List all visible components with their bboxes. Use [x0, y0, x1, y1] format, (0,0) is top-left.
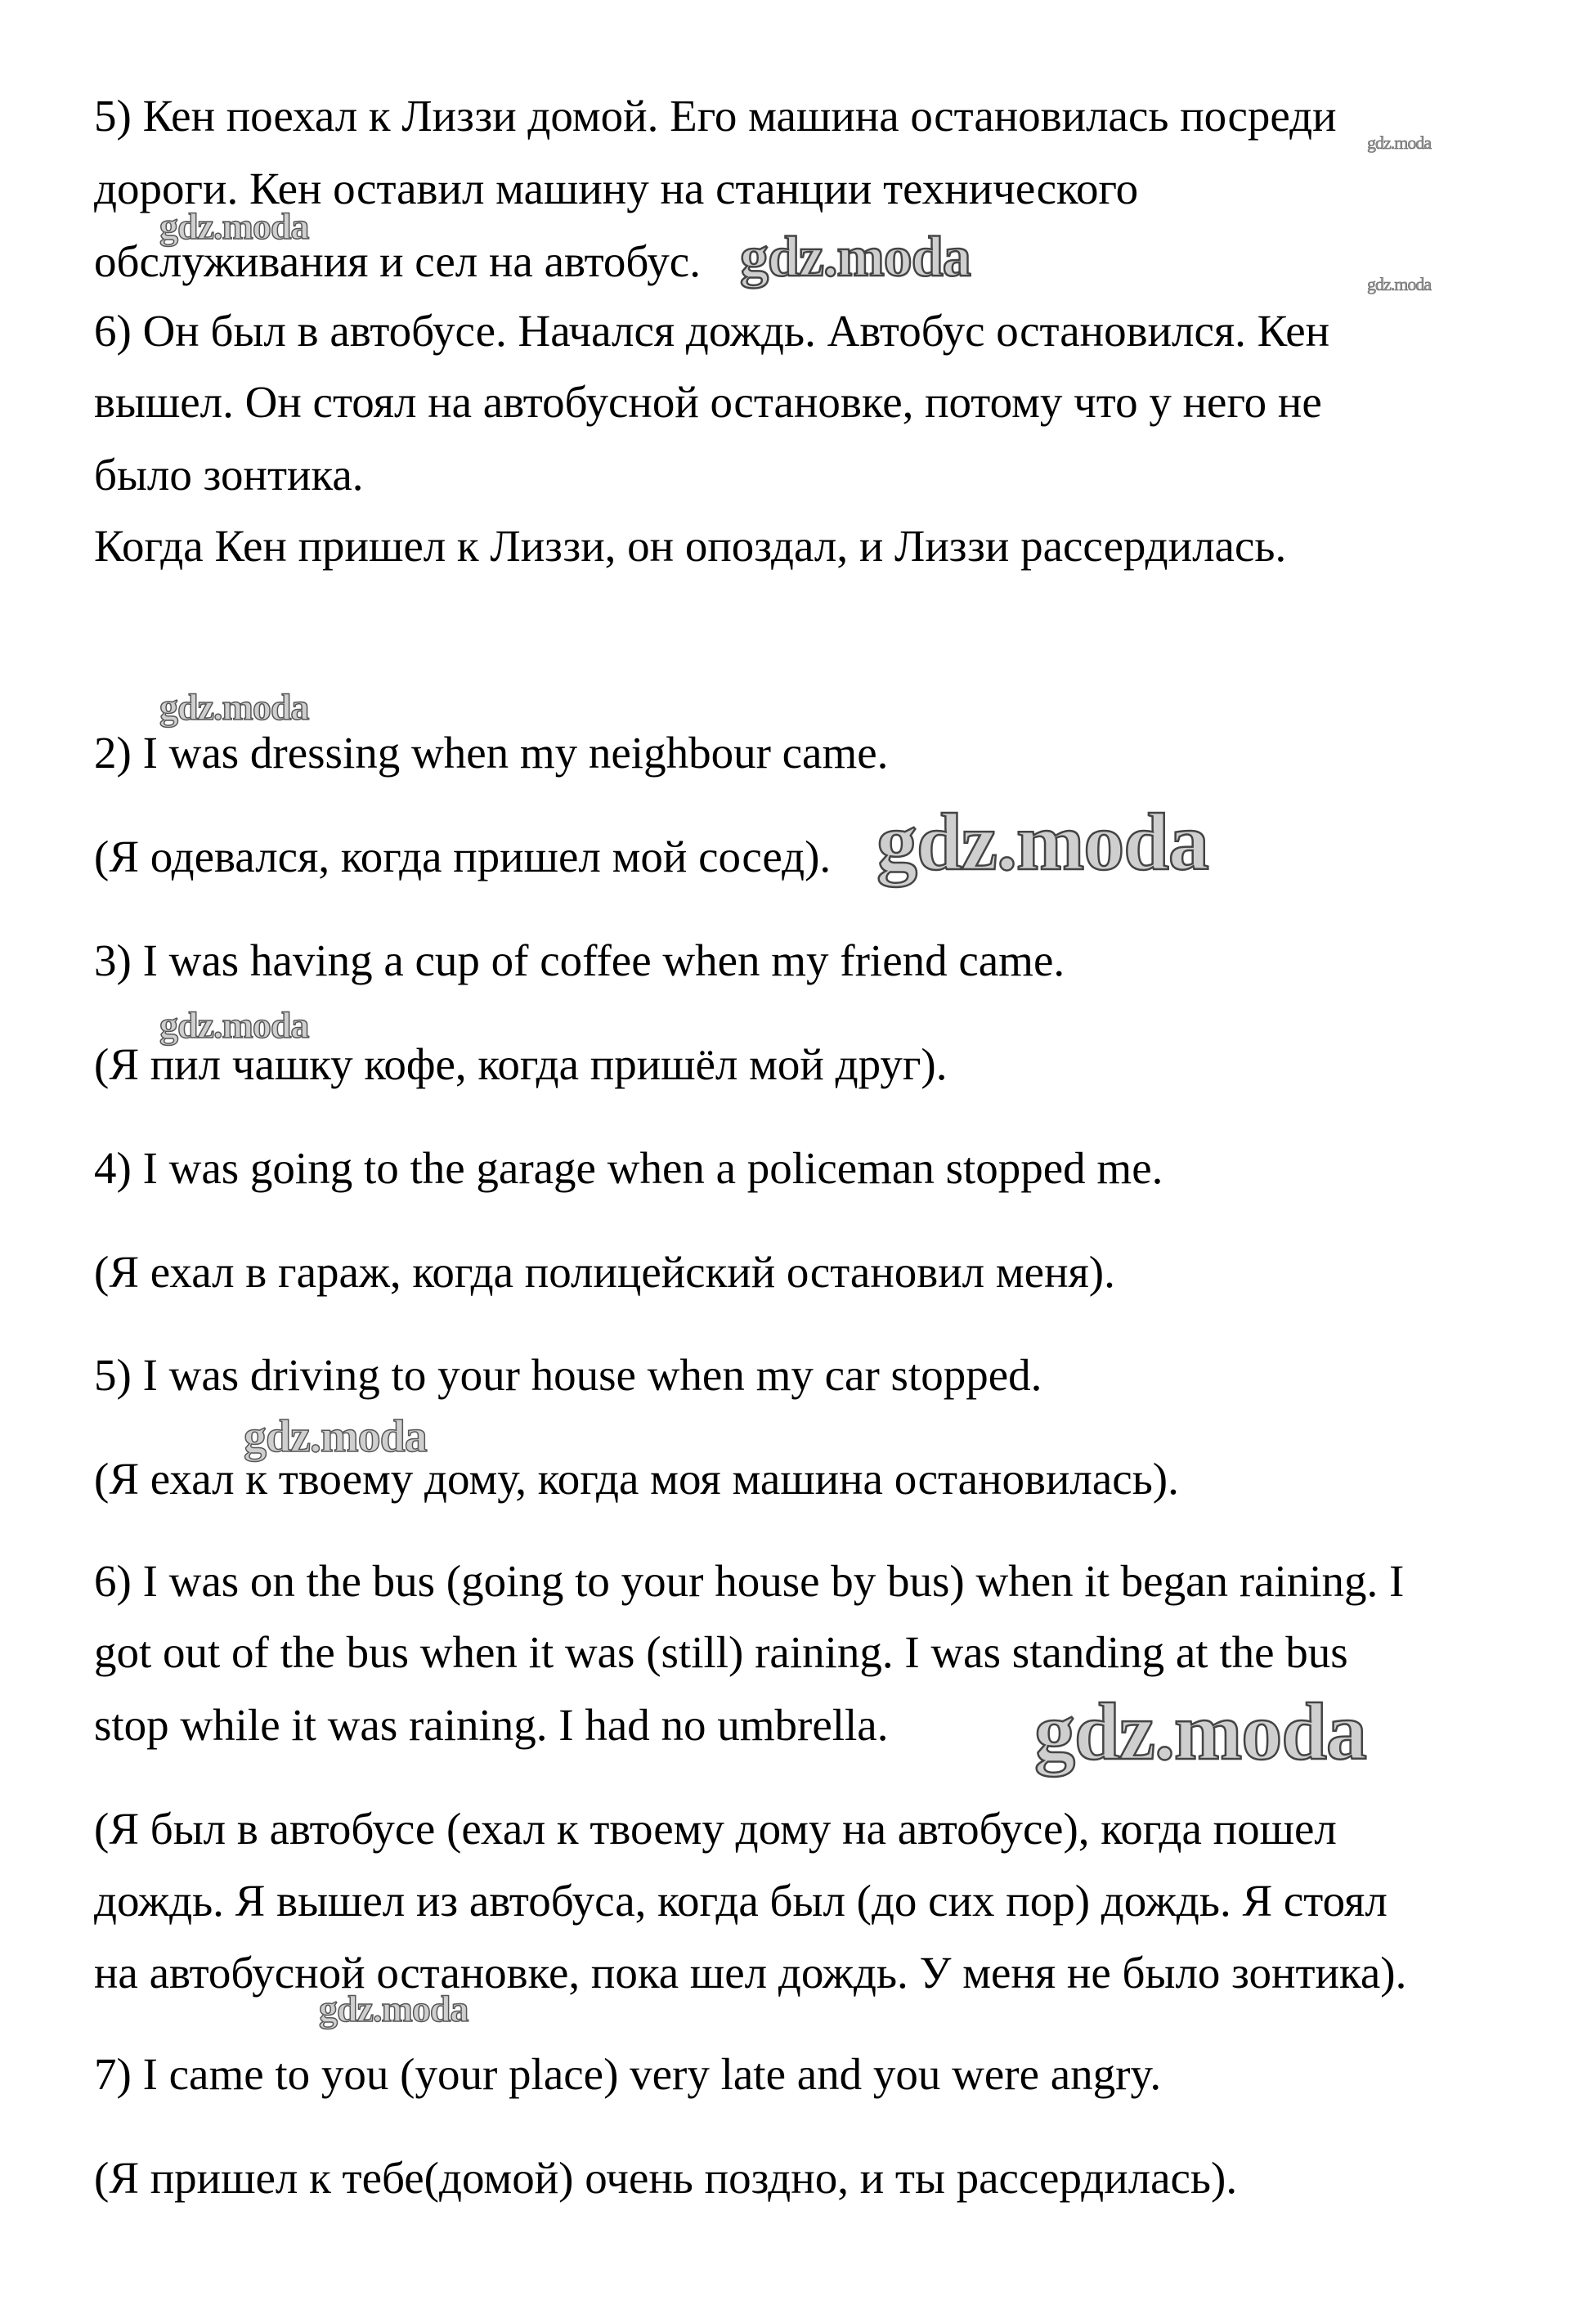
answer-line: 7) I came to you (your place) very late and you were angry.	[94, 2049, 1162, 2099]
watermark: gdz.moda	[319, 1988, 468, 2029]
watermark: gdz.moda	[740, 226, 971, 289]
watermark: gdz.moda	[244, 1411, 427, 1462]
text-line: 5) Кен поехал к Лиззи домой. Его машина остановилась посреди	[94, 91, 1337, 141]
answer-line: 6) I was on the bus (going to your house by bus) when it began raining. I	[94, 1556, 1405, 1606]
watermark: gdz.moda	[1367, 274, 1432, 294]
answer-line: stop while it was raining. I had no umbrella.	[94, 1700, 889, 1750]
answer-line: (Я одевался, когда пришел мой сосед).	[94, 832, 832, 881]
watermark: gdz.moda	[1034, 1686, 1366, 1777]
answer-line: на автобусной остановке, пока шел дождь. У меня не было зонтика).	[94, 1948, 1407, 1998]
answer-line: 3) I was having a cup of coffee when my friend came.	[94, 935, 1065, 985]
text-line: вышел. Он стоял на автобусной остановке, потому что у него не	[94, 377, 1322, 427]
answer-line: 2) I was dressing when my neighbour came.	[94, 728, 889, 778]
answer-line: (Я ехал к твоему дому, когда моя машина остановилась).	[94, 1454, 1179, 1504]
watermark: gdz.moda	[876, 796, 1208, 887]
text-line: Когда Кен пришел к Лиззи, он опоздал, и Лиззи рассердилась.	[94, 521, 1287, 571]
watermark: gdz.moda	[159, 205, 309, 247]
answer-line: 4) I was going to the garage when a policeman stopped me.	[94, 1143, 1163, 1193]
answer-line: (Я пил чашку кофе, когда пришёл мой друг).	[94, 1039, 948, 1089]
watermark: gdz.moda	[1367, 132, 1432, 153]
watermark: gdz.moda	[159, 686, 309, 728]
text-line: дороги. Кен оставил машину на станции технического	[94, 164, 1139, 213]
answer-line: got out of the bus when it was (still) raining. I was standing at the bus	[94, 1627, 1348, 1677]
text-line: обслуживания и сел на автобус.	[94, 236, 701, 286]
answer-line: дождь. Я вышел из автобуса, когда был (до сих пор) дождь. Я стоял	[94, 1876, 1388, 1926]
answer-line: (Я пришел к тебе(домой) очень поздно, и ты рассердилась).	[94, 2153, 1238, 2203]
watermark: gdz.moda	[159, 1004, 309, 1046]
answer-line: 5) I was driving to your house when my car stopped.	[94, 1350, 1042, 1400]
answer-line: (Я ехал в гараж, когда полицейский остановил меня).	[94, 1247, 1115, 1297]
text-line: 6) Он был в автобусе. Начался дождь. Автобус остановился. Кен	[94, 306, 1330, 356]
answer-line: (Я был в автобусе (ехал к твоему дому на автобусе), когда пошел	[94, 1804, 1337, 1854]
text-line: было зонтика.	[94, 450, 364, 500]
